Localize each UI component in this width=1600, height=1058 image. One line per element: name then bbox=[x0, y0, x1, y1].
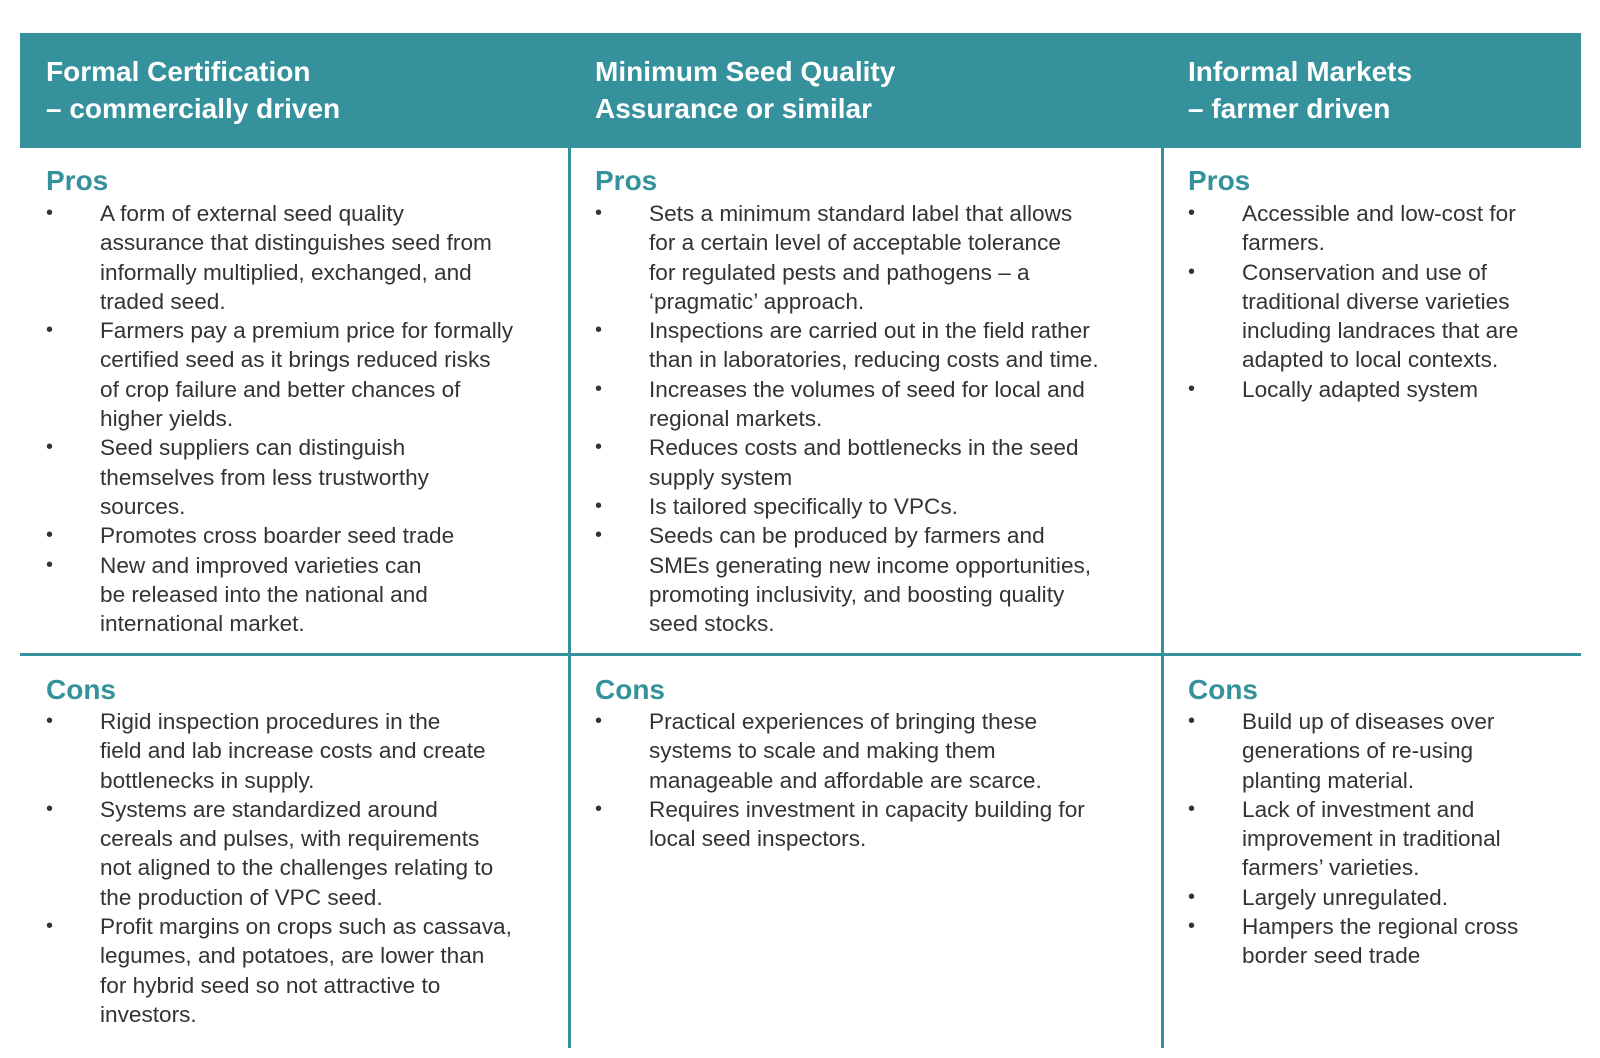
list-item bbox=[1188, 883, 1588, 912]
list-item-text: Conservation and use of traditional diverse varieties including landraces that are adapted to local contexts. bbox=[1242, 259, 1519, 373]
list-item bbox=[595, 492, 1160, 521]
list-item-text: Requires investment in capacity building for local seed inspectors. bbox=[649, 796, 1085, 852]
list-item bbox=[595, 316, 1160, 375]
bullet-icon: • bbox=[46, 436, 54, 459]
bullet-icon: • bbox=[1188, 377, 1196, 400]
list-item-text: Largely unregulated. bbox=[1242, 884, 1449, 910]
bullet-icon: • bbox=[595, 436, 603, 459]
list-item-text: Systems are standardized around cereals and pulses, with requirements not aligned to the challenges relating to the production of VPC seed. bbox=[100, 796, 494, 910]
list-item-text: Promotes cross boarder seed trade bbox=[100, 523, 455, 549]
list-item bbox=[1188, 707, 1588, 795]
bullet-icon: • bbox=[46, 524, 54, 547]
bullet-icon: • bbox=[595, 524, 603, 547]
list-item-text: Locally adapted system bbox=[1242, 376, 1479, 402]
list-item bbox=[46, 551, 566, 639]
bullet-icon: • bbox=[46, 553, 54, 576]
header-formal-certification: Formal Certification – commercially driven bbox=[46, 56, 341, 124]
list-item bbox=[1188, 375, 1588, 404]
list-item bbox=[595, 199, 1160, 316]
list-item-text: A form of external seed quality assurance that distinguishes seed from informally multiplied, exchanged, and traded seed. bbox=[100, 201, 492, 314]
list-item bbox=[1188, 258, 1588, 375]
formal-cons-list bbox=[46, 707, 566, 1029]
bullet-icon: • bbox=[1188, 710, 1196, 732]
column-divider-2 bbox=[1161, 148, 1164, 1048]
list-item-text: Increases the volumes of seed for local and regional markets. bbox=[649, 376, 1085, 432]
list-item-text: Seeds can be produced by farmers and SMEs generating new income opportunities, promoting inclusivity, and boosting quality seed stocks. bbox=[649, 523, 1092, 637]
bullet-icon: • bbox=[46, 915, 54, 938]
list-item-text: Accessible and low-cost for farmers. bbox=[1242, 201, 1516, 256]
table-header bbox=[20, 33, 1581, 148]
list-item bbox=[595, 433, 1160, 492]
list-item-text: Hampers the regional cross border seed trade bbox=[1242, 914, 1519, 969]
list-item-text: Build up of diseases over generations of re-using planting material. bbox=[1242, 709, 1495, 793]
msqa-pros-title: Pros bbox=[595, 165, 658, 196]
bullet-icon: • bbox=[1188, 797, 1196, 820]
informal-cons-list bbox=[1188, 707, 1588, 971]
bullet-icon: • bbox=[595, 494, 603, 517]
list-item-text: Practical experiences of bringing these systems to scale and making them manageable and affordable are scarce. bbox=[649, 709, 1042, 793]
list-item-text: Sets a minimum standard label that allows for a certain level of acceptable tolerance for regulated pests and pathogens – a ‘pragmatic’ approach. bbox=[649, 201, 1073, 314]
list-item-text: Profit margins on crops such as cassava, legumes, and potatoes, are lower than for hybrid seed so not attractive to investors. bbox=[100, 914, 512, 1027]
bullet-icon: • bbox=[1188, 202, 1196, 224]
list-item bbox=[46, 795, 566, 912]
list-item-text: Inspections are carried out in the field rather than in laboratories, reducing costs and time. bbox=[649, 318, 1099, 373]
bullet-icon: • bbox=[595, 797, 603, 820]
bullet-icon: • bbox=[595, 710, 603, 732]
list-item-text: New and improved varieties can be released into the national and international market. bbox=[100, 552, 428, 637]
bullet-icon: • bbox=[595, 202, 603, 224]
list-item bbox=[46, 316, 566, 433]
msqa-cons-list bbox=[595, 707, 1160, 853]
list-item bbox=[1188, 912, 1588, 971]
list-item bbox=[46, 433, 566, 521]
header-informal-markets: Informal Markets – farmer driven bbox=[1188, 56, 1413, 124]
informal-cons-title: Cons bbox=[1188, 674, 1258, 705]
list-item-text: Seed suppliers can distinguish themselves from less trustworthy sources. bbox=[100, 435, 429, 519]
bullet-icon: • bbox=[46, 797, 54, 820]
list-item-text: Rigid inspection procedures in the field and lab increase costs and create bottlenecks in supply. bbox=[100, 709, 486, 793]
bullet-icon: • bbox=[46, 202, 54, 224]
list-item bbox=[46, 707, 566, 795]
informal-pros-list bbox=[1188, 199, 1588, 404]
list-item bbox=[595, 707, 1160, 795]
bullet-icon: • bbox=[46, 710, 54, 732]
list-item-text: Reduces costs and bottlenecks in the seed supply system bbox=[649, 435, 1079, 490]
column-divider-1 bbox=[568, 148, 571, 1048]
msqa-cons-title: Cons bbox=[595, 674, 665, 705]
header-minimum-seed-quality: Minimum Seed Quality Assurance or similar bbox=[595, 56, 896, 124]
msqa-pros-list bbox=[595, 199, 1160, 638]
bullet-icon: • bbox=[595, 377, 603, 400]
formal-pros-title: Pros bbox=[46, 165, 109, 196]
list-item bbox=[1188, 795, 1588, 883]
bullet-icon: • bbox=[1188, 915, 1196, 938]
list-item bbox=[595, 795, 1160, 854]
list-item bbox=[46, 199, 566, 316]
formal-pros-list bbox=[46, 199, 566, 638]
list-item bbox=[46, 521, 566, 550]
informal-pros-title: Pros bbox=[1188, 165, 1251, 196]
bullet-icon: • bbox=[595, 319, 603, 342]
row-divider bbox=[20, 653, 1581, 656]
bullet-icon: • bbox=[1188, 885, 1196, 908]
list-item bbox=[1188, 199, 1588, 258]
list-item-text: Farmers pay a premium price for formally certified seed as it brings reduced risks of crop failure and better chances of higher yields. bbox=[100, 318, 514, 432]
bullet-icon: • bbox=[46, 319, 54, 342]
list-item bbox=[46, 912, 566, 1029]
list-item-text: Is tailored specifically to VPCs. bbox=[649, 493, 958, 519]
formal-cons-title: Cons bbox=[46, 674, 116, 705]
list-item bbox=[595, 521, 1160, 638]
bullet-icon: • bbox=[1188, 260, 1196, 283]
list-item-text: Lack of investment and improvement in traditional farmers’ varieties. bbox=[1242, 796, 1501, 881]
list-item bbox=[595, 375, 1160, 434]
